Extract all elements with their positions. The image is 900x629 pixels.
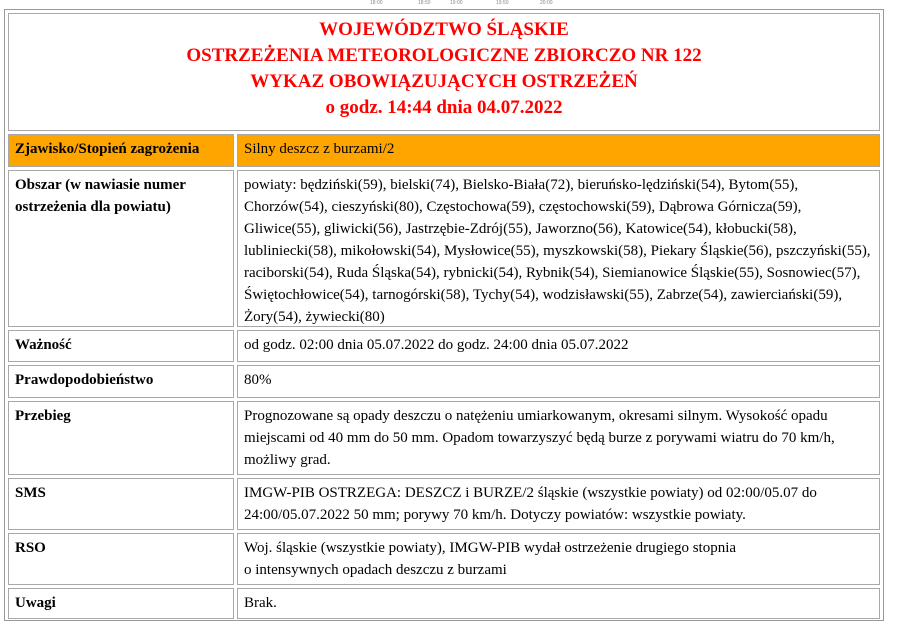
value-waznosc: od godz. 02:00 dnia 05.07.2022 do godz. 24:00 dnia 05.07.2022: [237, 330, 880, 362]
table-header: [8, 13, 880, 131]
value-zjawisko: Silny deszcz z burzami/2: [237, 134, 880, 167]
time-tick: 20:00: [540, 0, 553, 6]
time-tick: 18:00: [370, 0, 383, 6]
time-tick: 18:50: [418, 0, 431, 6]
label-prawdopodobienstwo: Prawdopodobieństwo: [8, 365, 234, 398]
label-obszar-line2: ostrzeżenia dla powiatu): [15, 199, 171, 215]
header-list-title: WYKAZ OBOWIĄZUJĄCYCH OSTRZEŻEŃ: [250, 71, 638, 92]
value-uwagi: Brak.: [237, 588, 880, 619]
label-zjawisko: Zjawisko/Stopień zagrożenia: [8, 134, 234, 167]
value-rso-line1: Woj. śląskie (wszystkie powiaty), IMGW-PIB wydał ostrzeżenie drugiego stopnia: [244, 540, 737, 556]
time-tick: 19:00: [450, 0, 463, 6]
time-tick: 19:50: [496, 0, 509, 6]
label-przebieg: Przebieg: [8, 401, 234, 475]
header-bulletin-title: OSTRZEŻENIA METEOROLOGICZNE ZBIORCZO NR 122: [186, 45, 702, 66]
header-issue-time: o godz. 14:44 dnia 04.07.2022: [325, 97, 563, 118]
header-region-title: WOJEWÓDZTWO ŚLĄSKIE: [319, 19, 569, 40]
label-waznosc: Ważność: [8, 330, 234, 362]
label-sms: SMS: [8, 478, 234, 530]
value-obszar: powiaty: będziński(59), bielski(74), Bielsko-Biała(72), bieruńsko-lędziński(54), Bytom(55), Chorzów(54), cieszyński(80), Częstochowa(59), częstochowski(59), Dąbrowa Górnicza(59), Gliwice(55), gliwicki(56), Jastrzębie-Zdrój(55), Jaworzno(56), Katowice(54), kłobucki(58), lubliniecki(58), mikołowski(54), Mysłowice(55), myszkowski(58), Piekary Śląskie(56), pszczyński(55), raciborski(54), Ruda Śląska(54), rybnicki(54), Rybnik(54), Siemianowice Śląskie(55), Sosnowiec(57), Świętochłowice(54), tarnogórski(58), Tychy(54), wodzisławski(55), Zabrze(54), zawierciański(59), Żory(54), żywiecki(80): [237, 170, 880, 327]
warnings-table: [4, 9, 884, 621]
label-uwagi: Uwagi: [8, 588, 234, 619]
value-przebieg: Prognozowane są opady deszczu o natężeniu umiarkowanym, okresami silnym. Wysokość opadu miejscami od 40 mm do 50 mm. Opadom towarzyszyć będą burze z porywami wiatru do 70 km/h, możliwy grad.: [237, 401, 880, 475]
value-rso: [237, 533, 880, 585]
value-rso-line2: o intensywnych opadach deszczu z burzami: [244, 562, 507, 578]
value-sms: IMGW-PIB OSTRZEGA: DESZCZ i BURZE/2 śląskie (wszystkie powiaty) od 02:00/05.07 do 24:00/05.07.2022 50 mm; porywy 70 km/h. Dotyczy powiatów: wszystkie powiaty.: [237, 478, 880, 530]
top-time-strip: [0, 0, 900, 8]
label-obszar: [8, 170, 234, 327]
label-rso: RSO: [8, 533, 234, 585]
value-prawdopodobienstwo: 80%: [237, 365, 880, 398]
label-obszar-line1: Obszar (w nawiasie numer: [15, 177, 186, 193]
